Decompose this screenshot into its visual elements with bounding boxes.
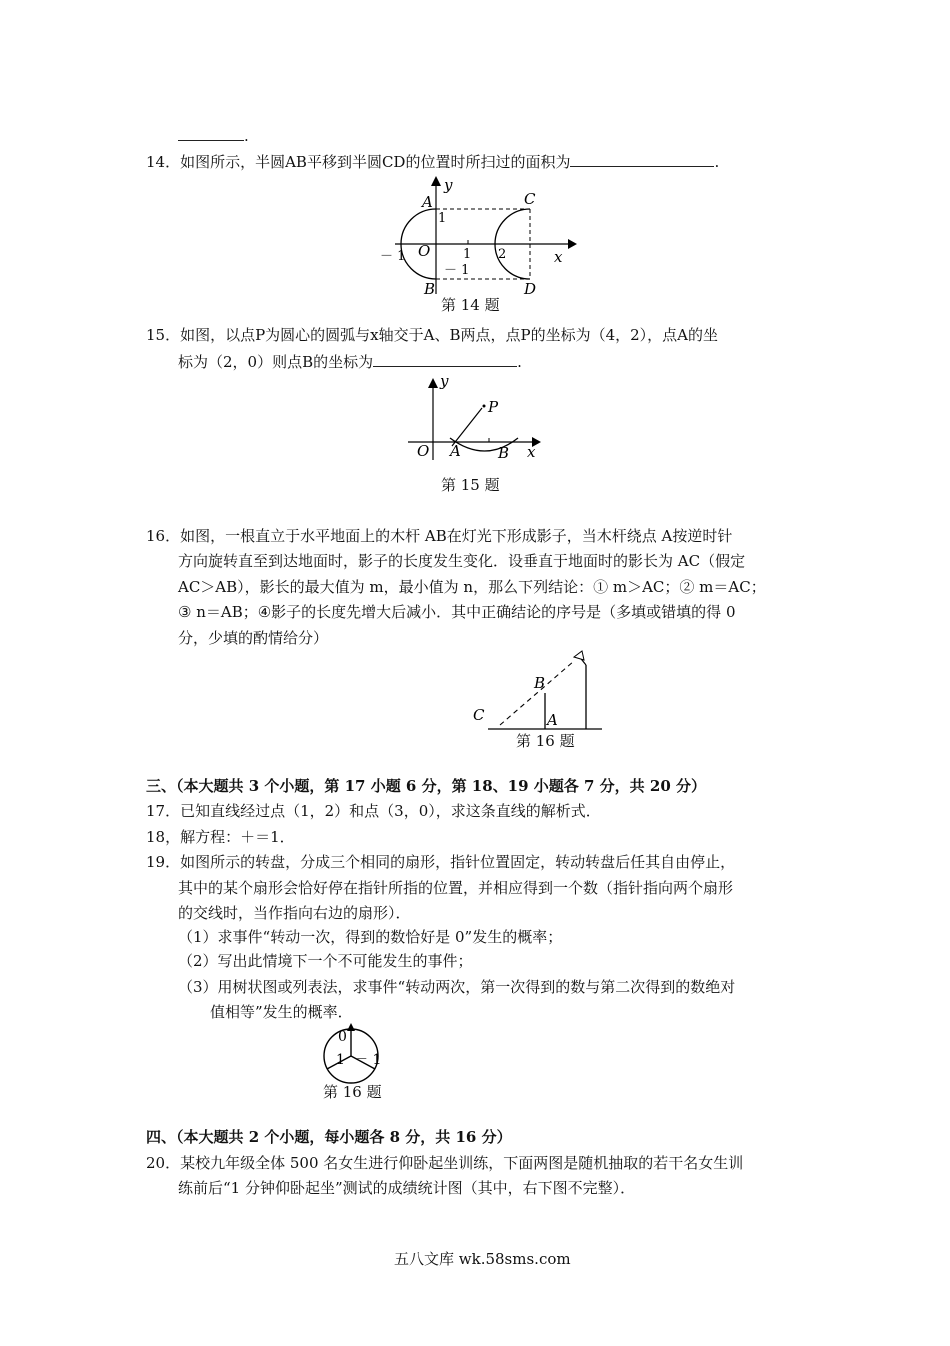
spinner-label-right: － 1 xyxy=(354,1052,382,1068)
top-answer-blank: . xyxy=(178,124,249,145)
q14-label-o: O xyxy=(418,242,431,260)
q20-line2: 练前后“1 分钟仰卧起坐”测试的成绩统计图（其中，右下图不完整）． xyxy=(178,1179,636,1197)
q16-line1: 16．如图，一根直立于水平地面上的木杆 AB在灯光下形成影子，当木杆绕点 A按逆时针 xyxy=(146,527,733,545)
q14-label-one-y: 1 xyxy=(438,211,447,226)
q19-line1: 19．如图所示的转盘，分成三个相同的扇形，指针位置固定，转动转盘后任其自由停止， xyxy=(146,853,736,871)
q14-figure xyxy=(370,172,580,302)
q15-label-b: B xyxy=(498,444,510,462)
q20-line1: 20．某校九年级全体 500 名女生进行仰卧起坐训练，下面两图是随机抽取的若干名女生训 xyxy=(146,1154,744,1172)
q14-label-neg-one-x: － 1 xyxy=(380,249,406,264)
q17-text: 17．已知直线经过点（1，2）和点（3，0），求这条直线的解析式． xyxy=(146,802,601,820)
footer-watermark: 五八文库 wk.58sms.com xyxy=(394,1250,571,1268)
q19-sub3-line2: 值相等”发生的概率． xyxy=(210,1003,353,1021)
q14-label-d: D xyxy=(524,280,537,298)
q15-label-x: x xyxy=(527,443,536,461)
q15-label-a: A xyxy=(450,442,461,460)
q19-sub1: （1）求事件“转动一次，得到的数恰好是 0”发生的概率； xyxy=(178,928,563,946)
q16-caption: 第 16 题 xyxy=(516,732,575,750)
q16-line2: 方向旋转直至到达地面时，影子的长度发生变化．设垂直于地面时的影长为 AC（假定 xyxy=(178,552,746,570)
q15-label-o: O xyxy=(417,442,430,460)
q14-label-one-x: 1 xyxy=(463,247,472,262)
spinner-label-left: 1 xyxy=(336,1052,345,1068)
q14-text: 14．如图所示，半圆AB平移到半圆CD的位置时所扫过的面积为 . xyxy=(146,150,719,173)
q14-label-c: C xyxy=(524,190,536,208)
q15-label-y: y xyxy=(440,372,449,390)
q15-caption: 第 15 题 xyxy=(441,476,500,494)
q14-label-y: y xyxy=(444,176,453,194)
q16-label-a: A xyxy=(547,711,558,729)
spinner-figure xyxy=(316,1022,386,1084)
q14-label-two-x: 2 xyxy=(498,247,507,262)
spinner-label-top: 0 xyxy=(338,1029,347,1045)
section4-heading: 四、（本大题共 2 个小题，每小题各 8 分，共 16 分） xyxy=(146,1128,512,1146)
section3-heading: 三、（本大题共 3 个小题，第 17 小题 6 分，第 18、19 小题各 7 分，共 20 分） xyxy=(146,777,706,795)
q19-line3: 的交线时，当作指向右边的扇形）． xyxy=(178,904,411,922)
q15-line2: 标为（2，0）则点B的坐标为 . xyxy=(178,350,522,373)
q14-caption: 第 14 题 xyxy=(441,296,500,314)
q15-line1: 15．如图，以点P为圆心的圆弧与x轴交于A、B两点，点P的坐标为（4，2），点A的坐 xyxy=(146,326,719,344)
q15-label-p: P xyxy=(488,398,499,416)
q16-label-b: B xyxy=(534,674,546,692)
q15-figure xyxy=(400,372,550,467)
q16-line4: ③ n＝AB；④影子的长度先增大后减小．其中正确结论的序号是（多填或错填的得 0 xyxy=(178,603,736,621)
q14-label-a: A xyxy=(422,193,433,211)
q14-label-x: x xyxy=(554,248,563,266)
q19-sub3-line1: （3）用树状图或列表法，求事件“转动两次，第一次得到的数与第二次得到的数绝对 xyxy=(178,978,736,996)
q16-line5: 分，少填的酌情给分） xyxy=(178,629,329,647)
q18-text: 18，解方程：＋＝1． xyxy=(146,828,295,846)
q14-label-b: B xyxy=(424,280,436,298)
q19-line2: 其中的某个扇形会恰好停在指针所指的位置，并相应得到一个数（指针指向两个扇形 xyxy=(178,879,734,897)
q16-label-c: C xyxy=(473,706,485,724)
q14-label-neg-one-y: － 1 xyxy=(444,263,470,278)
q16-figure xyxy=(468,645,608,735)
spinner-caption: 第 16 题 xyxy=(323,1083,382,1101)
q19-sub2: （2）写出此情境下一个不可能发生的事件； xyxy=(178,952,473,970)
q16-line3: AC＞AB），影长的最大值为 m，最小值为 n，那么下列结论：① m＞AC；② m＝AC； xyxy=(178,578,766,596)
